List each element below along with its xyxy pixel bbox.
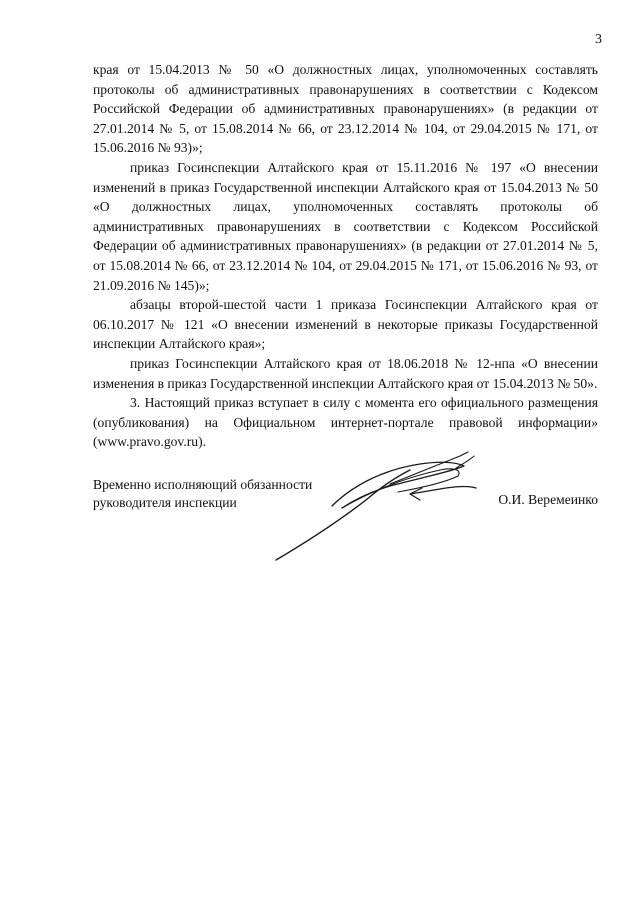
signatory-name: О.И. Веремеинко bbox=[498, 492, 598, 507]
paragraph-continuation: края от 15.04.2013 № 50 «О должностных лицах, уполномоченных составлять протоколы об административных правонарушениях в соответствии с Кодексом Российской Федерации об административных правонарушениях» (в редакции от 27.01.2014 № 5, от 15.08.2014 № 66, от 23.12.2014 № 104, от 29.04.2015 № 171, от 15.06.2016 № 93)»; bbox=[93, 62, 598, 156]
paragraph-order-121: абзацы второй-шестой части 1 приказа Госинспекции Алтайского края от 06.10.2017 № 121 «О внесении изменений в некоторые приказы Государственной инспекции Алтайского края»; bbox=[93, 297, 598, 352]
signatory-title-line-2: руководителя инспекции bbox=[93, 495, 237, 510]
handwritten-signature bbox=[270, 448, 490, 568]
signatory-title-line-1: Временно исполняющий обязанности bbox=[93, 477, 313, 492]
paragraph-order-12-npa: приказ Госинспекции Алтайского края от 18.06.2018 № 12-нпа «О внесении изменения в приказ Государственной инспекции Алтайского края от 15.04.2013 № 50». bbox=[93, 355, 598, 391]
page-number: 3 bbox=[595, 32, 602, 47]
paragraph-effective-date: 3. Настоящий приказ вступает в силу с момента его официального размещения (опубликования) на Официальном интернет-портале правовой информации» (www.pravo.gov.ru). bbox=[93, 395, 598, 450]
document-body bbox=[93, 60, 598, 452]
paragraph-order-197: приказ Госинспекции Алтайского края от 15.11.2016 № 197 «О внесении изменений в приказ Государственной инспекции Алтайского края от 15.04.2013 № 50 «О должностных лицах, уполномоченных составлять протоколы об административных правонарушениях в соответствии с Кодексом Российской Федерации об административных правонарушениях» (в редакции от 27.01.2014 № 5, от 15.08.2014 № 66, от 23.12.2014 № 104, от 29.04.2015 № 171, от 15.06.2016 № 93, от 21.09.2016 № 145)»; bbox=[93, 159, 598, 293]
